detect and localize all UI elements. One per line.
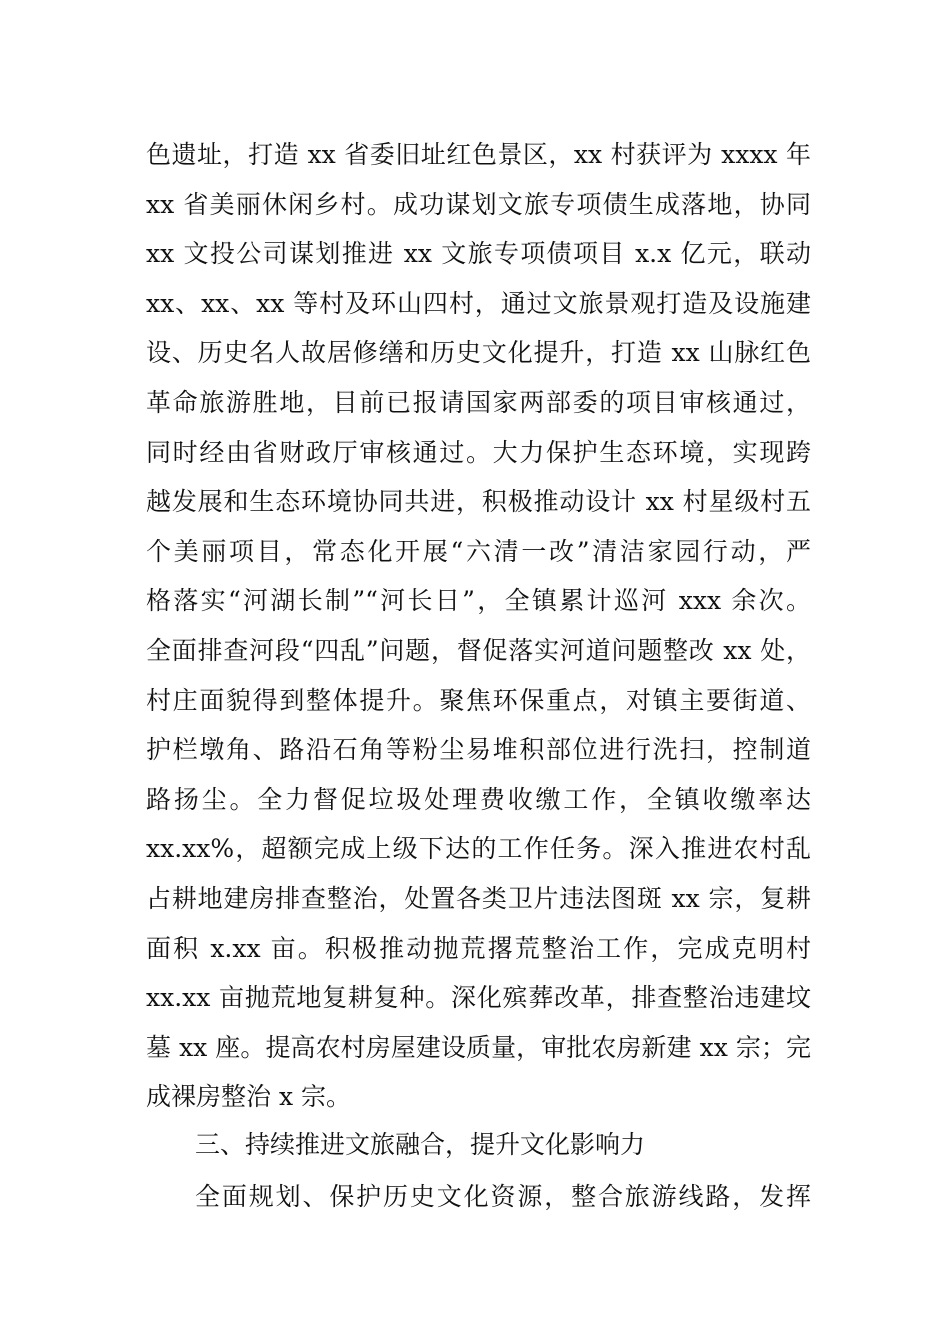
body-paragraph — [146, 130, 811, 1122]
text-line: xx 文投公司谋划推进 xx 文旅专项债项目 x.x 亿元，联动 — [146, 239, 811, 269]
text-line: xx.xx 亩抛荒地复耕复种。深化殡葬改革，排查整治违建坟 — [146, 983, 811, 1013]
text-line: 个美丽项目，常态化开展“六清一改”清洁家园行动，严 — [146, 536, 811, 566]
text-line: 全面排查河段“四乱”问题，督促落实河道问题整改 xx 处， — [146, 635, 811, 665]
text-line: xx.xx%，超额完成上级下达的工作任务。深入推进农村乱 — [146, 834, 811, 864]
text-line: 村庄面貌得到整体提升。聚焦环保重点，对镇主要街道、 — [146, 685, 811, 715]
text-line: 同时经由省财政厅审核通过。大力保护生态环境，实现跨 — [146, 437, 811, 467]
text-line: 色遗址，打造 xx 省委旧址红色景区，xx 村获评为 xxxx 年 — [146, 140, 811, 169]
text-line: xx、xx、xx 等村及环山四村，通过文旅景观打造及设施建 — [146, 288, 811, 318]
text-line: 护栏墩角、路沿石角等粉尘易堆积部位进行洗扫，控制道 — [146, 735, 811, 765]
next-paragraph-start: 全面规划、保护历史文化资源，整合旅游线路，发挥 — [195, 1182, 811, 1211]
text-line: xx 省美丽休闲乡村。成功谋划文旅专项债生成落地，协同 — [146, 189, 811, 219]
text-line: 占耕地建房排查整治，处置各类卫片违法图斑 xx 宗，复耕 — [146, 883, 811, 913]
text-line: 成裸房整治 x 宗。 — [146, 1082, 351, 1112]
text-line: 面积 x.xx 亩。积极推动抛荒撂荒整治工作，完成克明村 — [146, 933, 811, 963]
section-heading: 三、持续推进文旅融合，提升文化影响力 — [195, 1130, 646, 1159]
text-line: 格落实“河湖长制”“河长日”，全镇累计巡河 xxx 余次。 — [146, 586, 811, 616]
text-line: 设、历史名人故居修缮和历史文化提升，打造 xx 山脉红色 — [146, 338, 811, 368]
text-line: 墓 xx 座。提高农村房屋建设质量，审批农房新建 xx 宗；完 — [146, 1032, 811, 1062]
text-line: 越发展和生态环境协同共进，积极推动设计 xx 村星级村五 — [146, 487, 811, 517]
text-line: 革命旅游胜地，目前已报请国家两部委的项目审核通过， — [146, 387, 811, 417]
text-line: 路扬尘。全力督促垃圾处理费收缴工作，全镇收缴率达 — [146, 784, 811, 814]
